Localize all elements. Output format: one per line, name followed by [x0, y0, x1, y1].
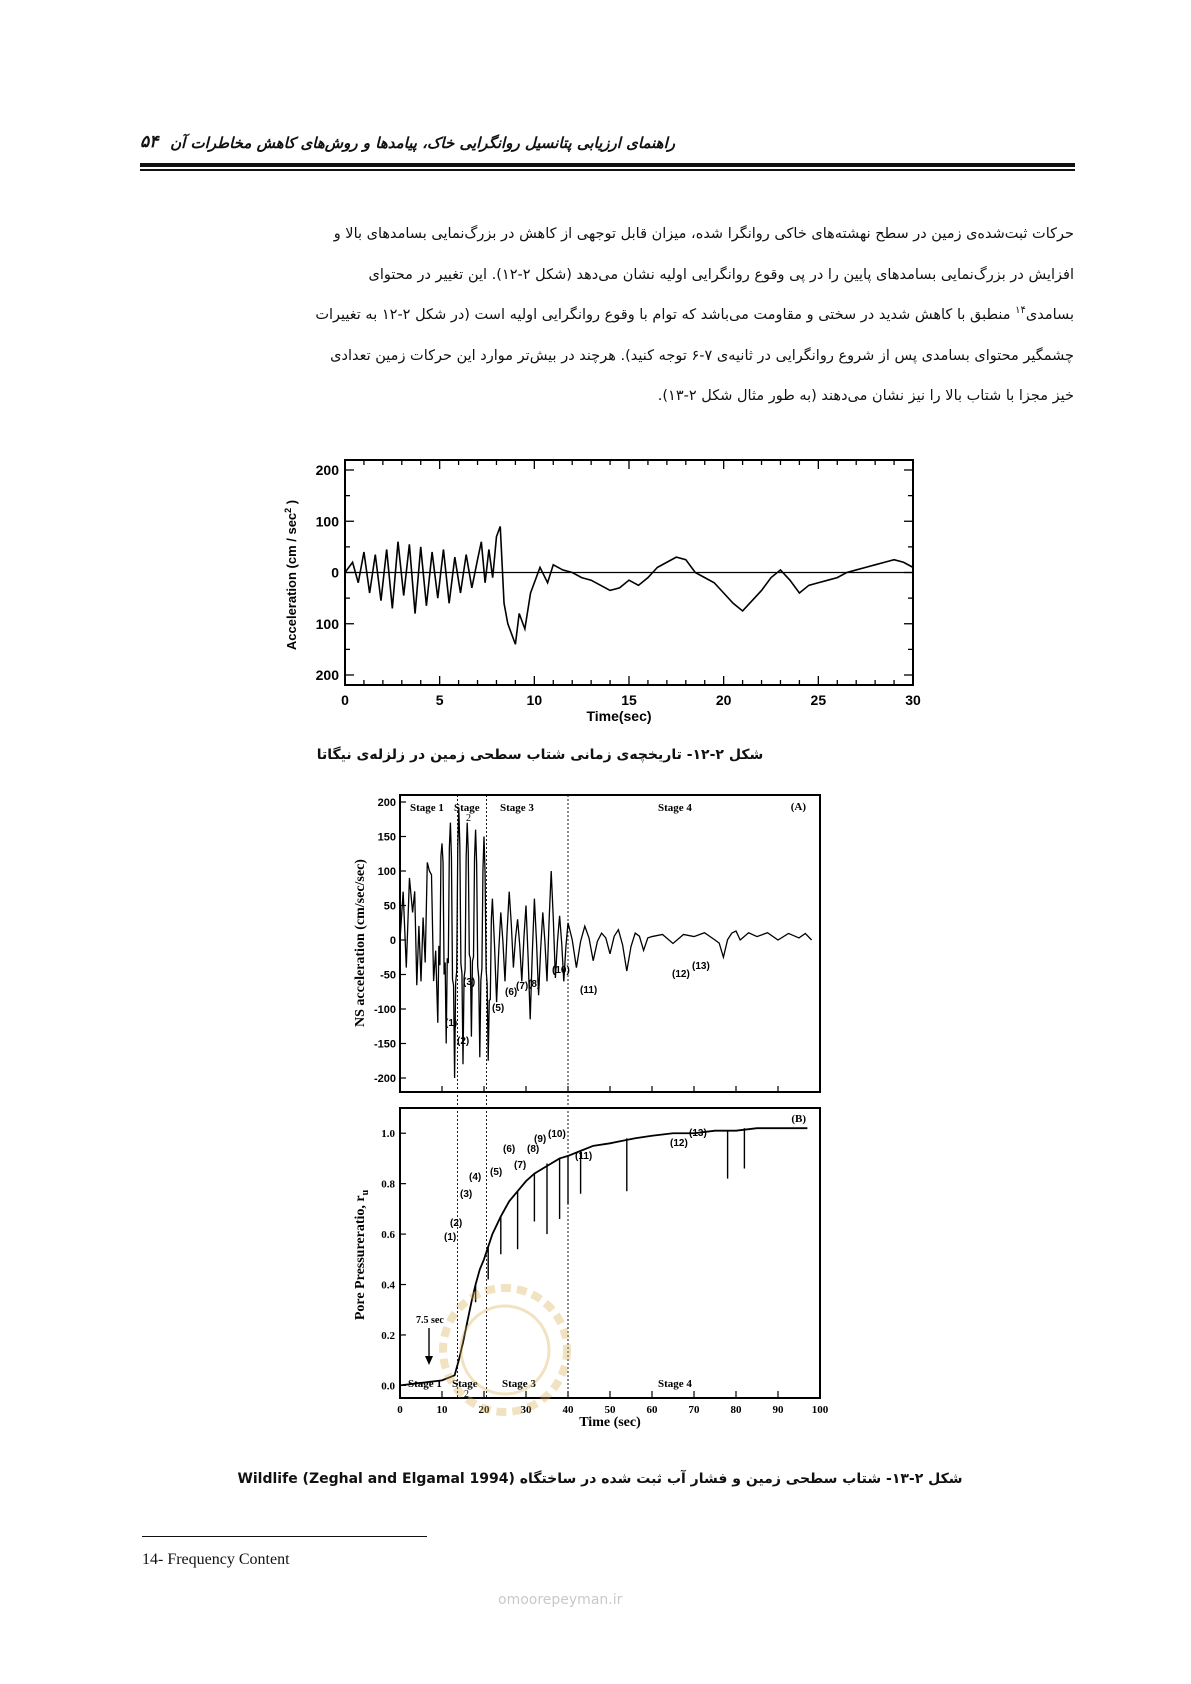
x-axis-label: Time (sec) — [579, 1415, 641, 1430]
y-axis-label-a: NS acceleration (cm/sec/sec) — [353, 859, 368, 1027]
x-tick-label: 90 — [772, 1404, 784, 1416]
x-tick-label: 60 — [646, 1404, 658, 1416]
footnote-text: 14- Frequency Content — [142, 1551, 290, 1568]
stage-label: Stage 4 — [658, 802, 692, 814]
x-tick-label: 20 — [478, 1404, 490, 1416]
x-tick-label: 40 — [562, 1404, 574, 1416]
peak-label: (7) — [516, 981, 529, 992]
y-tick-label: 50 — [383, 900, 396, 913]
paragraph-line — [142, 295, 1074, 336]
peak-label: (7) — [514, 1160, 527, 1171]
time-annotation: 7.5 sec — [416, 1315, 444, 1326]
paragraph-text: منطبق با کاهش شدید در سختی و مقاومت می‌باشد که توام با وقوع روانگرایی اولیه است (در شکل ۲-۱۲ به تغییرات — [315, 307, 1016, 323]
peak-label: (8) — [528, 979, 541, 990]
x-tick-label: 10 — [526, 692, 543, 708]
x-tick-label: 30 — [905, 692, 921, 708]
stage-label: 2 — [464, 1389, 469, 1400]
y-tick-label: 1.0 — [381, 1128, 395, 1141]
series-line — [345, 526, 913, 644]
x-tick-label: 0 — [397, 1404, 403, 1416]
y-tick-label: 0.6 — [381, 1229, 395, 1242]
x-tick-label: 50 — [604, 1404, 616, 1416]
y-axis-label-b: Pore Pressureratio, $r_u$ — [353, 1189, 371, 1321]
x-tick-label: 30 — [520, 1404, 532, 1416]
peak-label: (2) — [457, 1036, 470, 1047]
x-tick-label: 15 — [621, 692, 637, 708]
paragraph-line: چشمگیر محتوای بسامدی پس از شروع روانگرایی در ثانیه‌ی ۷-۶ توجه کنید). هرچند در بیش‌تر موارد این حرکات زمین تعدادی — [330, 347, 1074, 364]
y-tick-label: -50 — [380, 969, 396, 982]
y-tick-label: 200 — [377, 797, 396, 809]
x-tick-label: 100 — [811, 1404, 829, 1416]
peak-label: (10) — [548, 1129, 566, 1140]
x-tick-label: 25 — [810, 692, 827, 708]
paragraph-line: حرکات ثبت‌شده‌ی زمین در سطح نهشته‌های خاکی روانگرا شده، میزان قابل توجهی از کاهش در بزرگ‌نمایی بسامدهای بالا و — [333, 226, 1074, 242]
y-tick-label: 150 — [377, 831, 396, 844]
figure2-acceleration-pore-pressure-chart — [340, 790, 860, 1460]
peak-label: (11) — [580, 985, 598, 996]
x-axis-label: Time(sec) — [586, 708, 652, 724]
y-tick-label: -150 — [373, 1038, 396, 1051]
peak-label: (12) — [672, 969, 690, 980]
panel-b-label: (B) — [791, 1113, 806, 1125]
page-header — [140, 130, 1075, 160]
stage-label: Stage — [452, 1378, 478, 1390]
peak-label: (4) — [469, 1172, 482, 1183]
watermark-logo — [443, 1288, 567, 1412]
peak-label: (3) — [460, 1189, 473, 1200]
y-axis-label: Acceleration ($cm / \sec^2$ ) — [283, 499, 299, 651]
x-tick-label: 20 — [715, 692, 732, 708]
stage-label: Stage 3 — [500, 802, 534, 814]
peak-label: (13) — [689, 1128, 707, 1139]
page-number: ۵۴ — [140, 132, 159, 152]
x-tick-labels — [341, 692, 921, 708]
x-tick-label: 10 — [436, 1404, 448, 1416]
y-tick-label: 0.4 — [381, 1279, 395, 1292]
panel-a-peak-labels — [445, 961, 710, 1047]
footnote-rule — [142, 1536, 427, 1537]
y-tick-label: 0 — [331, 564, 339, 581]
panel-b-pressure-drops — [467, 1128, 744, 1325]
stage-label: Stage — [454, 802, 480, 814]
stage-label: Stage 3 — [502, 1378, 536, 1390]
y-tick-label: 100 — [377, 866, 396, 878]
panel-b-peak-labels — [444, 1128, 707, 1243]
x-tick-label: 80 — [730, 1404, 742, 1416]
figure1-caption: شکل ۲-۱۲- تاریخچه‌ی زمانی شتاب سطحی زمین در زلزله‌ی نیگاتا — [316, 747, 764, 763]
x-tick-label: 5 — [435, 692, 444, 708]
footnote-marker: ۱۴ — [1015, 305, 1026, 317]
peak-label: (11) — [575, 1151, 593, 1162]
y-tick-label: 100 — [315, 615, 339, 632]
peak-label: (13) — [692, 961, 710, 972]
peak-label: (5) — [492, 1003, 505, 1014]
header-rule-thick — [140, 163, 1075, 167]
y-tick-label: -100 — [373, 1004, 396, 1016]
annotation-arrow-head — [425, 1356, 433, 1365]
stage-label: Stage 4 — [658, 1378, 692, 1390]
peak-label: (1) — [445, 1018, 458, 1029]
panel-a-label: (A) — [790, 801, 806, 813]
y-tick-label: 0.2 — [381, 1329, 395, 1342]
stage-label: Stage 1 — [410, 802, 444, 814]
y-tick-label: 200 — [315, 667, 339, 683]
panel-b-ticks — [381, 1128, 829, 1416]
watermark-url: omoorepeyman.ir — [498, 1592, 623, 1608]
peak-label: (3) — [463, 977, 476, 988]
peak-label: (5) — [490, 1167, 503, 1178]
body-paragraph — [142, 214, 1074, 417]
paragraph-line: افزایش در بزرگ‌نمایی بسامدهای پایین را در پی وقوع روانگرایی اولیه نشان می‌دهد (شکل ۲-۱۲). این تغییر در محتوای — [368, 266, 1074, 283]
y-tick-label: 0.8 — [381, 1178, 395, 1191]
y-tick-labels — [316, 462, 340, 683]
y-tick-label: 100 — [315, 513, 339, 530]
y-tick-label: -200 — [373, 1073, 396, 1085]
x-tick-label: 0 — [341, 692, 349, 708]
y-tick-label: 200 — [315, 462, 339, 478]
x-tick-label: 70 — [688, 1404, 700, 1416]
figure2-caption: شکل ۲-۱۳- شتاب سطحی زمین و فشار آب ثبت شده در ساختگاه Wildlife (Zeghal and Elgamal 1994) — [237, 1471, 963, 1487]
figure1-acceleration-chart — [280, 455, 930, 735]
peak-label: (12) — [670, 1138, 688, 1149]
peak-label: (10) — [552, 965, 570, 976]
stage-label: Stage 1 — [408, 1378, 442, 1390]
peak-label: (6) — [505, 987, 518, 998]
peak-label: (6) — [503, 1144, 516, 1155]
peak-label: (2) — [450, 1218, 463, 1229]
header-rule-thin — [140, 169, 1075, 171]
paragraph-line: خیز مجزا با شتاب بالا را نیز نشان می‌دهند (به طور مثال شکل ۲-۱۳). — [657, 388, 1074, 404]
peak-label: (1) — [444, 1232, 457, 1243]
panel-b-frame — [400, 1108, 820, 1398]
stage-label: 2 — [466, 813, 471, 824]
peak-label: (8) — [527, 1144, 540, 1155]
paragraph-text: بسامدی — [1025, 307, 1074, 323]
y-tick-label: 0 — [389, 935, 396, 947]
y-tick-label: 0.0 — [381, 1380, 395, 1393]
peak-label: (9) — [534, 1134, 547, 1145]
running-title: راهنمای ارزیابی پتانسیل روانگرایی خاک، پیامدها و روش‌های کاهش مخاطرات آن — [170, 134, 675, 152]
